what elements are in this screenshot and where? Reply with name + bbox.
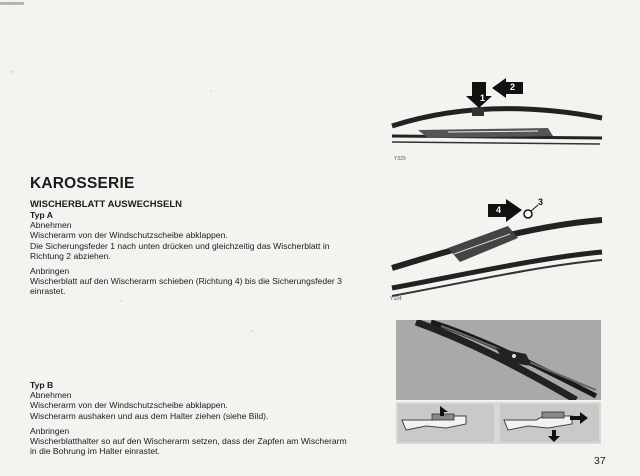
scan-speck [120, 300, 122, 302]
type-a-install-line: einrastet. [30, 286, 66, 297]
scan-speck [10, 70, 13, 73]
type-b-title: Typ B [30, 380, 54, 390]
figure-label: Y324 [390, 296, 402, 302]
arrow-label: 2 [510, 82, 516, 92]
type-b-removal-heading: Abnehmen [30, 390, 72, 401]
type-a-install-heading: Anbringen [30, 266, 70, 277]
section-title: KAROSSERIE [30, 175, 135, 192]
figure-label: Y329 [394, 156, 406, 162]
arrow-right-icon [488, 199, 522, 222]
type-b-install-line: in die Bohrung im Halter einrastet. [30, 446, 160, 457]
subsection-title: WISCHERBLATT AUSWECHSELN [30, 199, 182, 210]
figure-wiper-installation-type-a [388, 196, 606, 308]
type-b-instructions [30, 380, 390, 456]
type-b-install-line: Wischerblatthalter so auf den Wischerarm setzen, dass der Zapfen am Wischerarm [30, 436, 347, 447]
wiper-drawing [388, 78, 606, 168]
figure-wiper-diagram-type-b [396, 402, 601, 444]
type-b-install-heading: Anbringen [30, 425, 70, 436]
arrow-left-icon [492, 78, 523, 98]
type-a-title: Typ A [30, 210, 53, 220]
figure-wiper-removal-type-a [388, 78, 606, 168]
arrow-label: 3 [538, 197, 544, 207]
type-a-removal-line: Wischerarm von der Windschutzscheibe abklappen. [30, 230, 228, 241]
type-b-removal-line: Wischerarm von der Windschutzscheibe abklappen. [30, 400, 228, 411]
type-b-removal-line: Wischerarm aushaken und aus dem Halter ziehen (siehe Bild). [30, 410, 269, 421]
type-a-instructions [30, 210, 370, 297]
type-a-removal-line: Richtung 2 abziehen. [30, 250, 111, 261]
scan-mark [0, 2, 24, 5]
wiper-photo [396, 320, 601, 400]
scan-speck [250, 330, 253, 332]
wiper-diagram [396, 402, 601, 444]
type-a-install-line: Wischerblatt auf den Wischerarm schieben (Richtung 4) bis die Sicherungsfeder 3 [30, 276, 342, 287]
scan-speck [210, 90, 212, 92]
type-a-removal-line: Die Sicherungsfeder 1 nach unten drücken und gleichzeitig das Wischerblatt in [30, 240, 330, 251]
arrow-label: 4 [496, 205, 502, 215]
arrow-label: 1 [480, 93, 486, 103]
arrow-down-icon [466, 82, 492, 108]
figure-wiper-photo-type-b [396, 320, 601, 400]
type-a-removal-heading: Abnehmen [30, 220, 72, 231]
page-number: 37 [594, 455, 606, 467]
